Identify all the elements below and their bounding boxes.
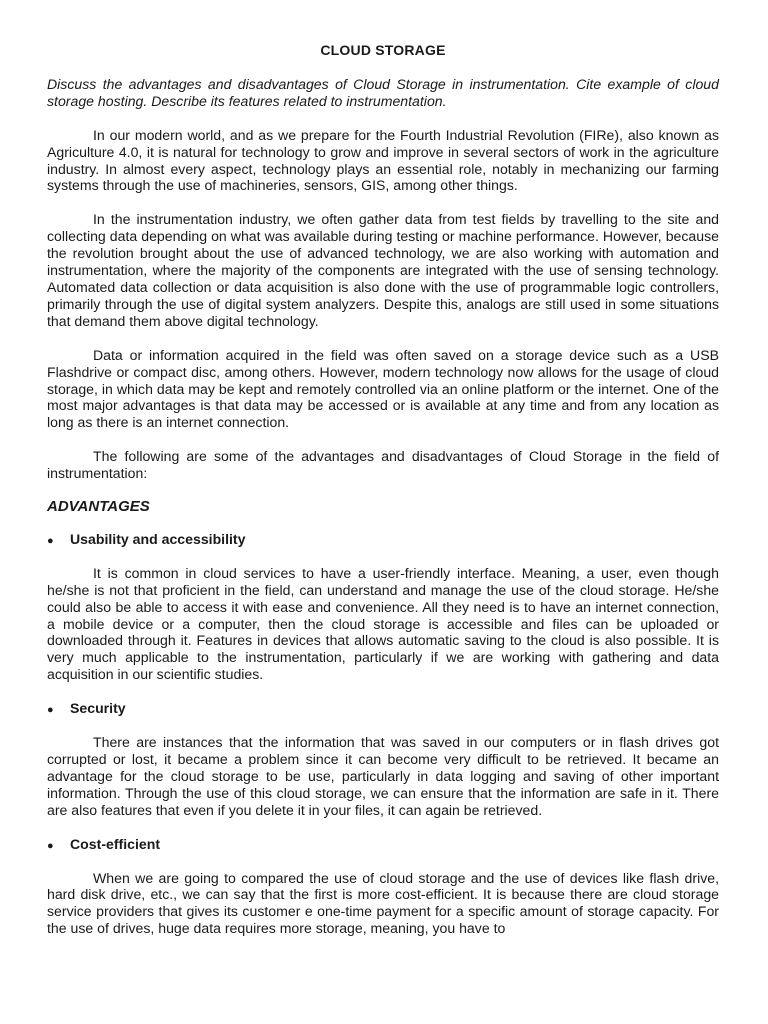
bullet-icon: ● xyxy=(47,704,54,717)
advantage-body-security: There are instances that the information that was saved in our computers or in flash drives got corrupted or lost, it became a problem since it can become very difficult to be retrieved. It became an advantage for the cloud storage to be use, particularly in data logging and saving of other important information. Through the use of this cloud storage, we can ensure that the information are safe in it. There are also features that even if you delete it in your files, it can again be retrieved. xyxy=(47,734,719,818)
advantage-heading-usability xyxy=(47,531,719,550)
assignment-prompt: Discuss the advantages and disadvantages of Cloud Storage in instrumentation. Cite example of cloud storage hosting. Describe its features related to instrumentation. xyxy=(47,75,719,109)
document-page xyxy=(47,42,719,937)
bullet-icon: ● xyxy=(47,534,54,547)
intro-paragraph-4: The following are some of the advantages and disadvantages of Cloud Storage in the field of instrumentation: xyxy=(47,448,719,482)
advantage-heading-text: Cost-efficient xyxy=(70,835,161,852)
advantage-body-usability: It is common in cloud services to have a user-friendly interface. Meaning, a user, even though he/she is not that proficient in the field, can understand and manage the use of the cloud storage. He/she could also be able to access it with ease and convenience. All they need is to have an internet connection, a mobile device or a computer, then the cloud storage is accessible and files can be uploaded or downloaded through it. Features in devices that allows automatic saving to the cloud is also possible. It is very much applicable to the instrumentation, particularly if we are working with gathering and data acquisition in our scientific studies. xyxy=(47,564,719,683)
intro-paragraph-2: In the instrumentation industry, we often gather data from test fields by travelling to the site and collecting data depending on what was available during testing or machine performance. However, because the revolution brought about the use of advanced technology, we are also working with automation and instrumentation, where the majority of the components are integrated with the use of sensing technology. Automated data collection or data acquisition is also done with the use of programmable logic controllers, primarily through the use of digital system analyzers. Despite this, analogs are still used in some situations that demand them above digital technology. xyxy=(47,211,719,329)
document-title: CLOUD STORAGE xyxy=(320,42,446,58)
advantage-heading-text: Security xyxy=(70,700,126,717)
advantages-heading: ADVANTAGES xyxy=(47,498,150,516)
advantage-heading-security xyxy=(47,700,719,719)
advantage-heading-cost-efficient xyxy=(47,836,719,855)
advantage-body-cost-efficient: When we are going to compared the use of cloud storage and the use of devices like flash drive, hard disk drive, etc., we can say that the first is more cost-efficient. It is because there are cloud storage service providers that gives its customer e one-time payment for a specific amount of storage capacity. For the use of drives, huge data requires more storage, meaning, you have to xyxy=(47,869,719,937)
bullet-icon: ● xyxy=(47,839,54,852)
intro-paragraph-1: In our modern world, and as we prepare for the Fourth Industrial Revolution (FIRe), also known as Agriculture 4.0, it is natural for technology to grow and improve in several sectors of work in the agriculture industry. In almost every aspect, technology plays an essential role, notably in mechanizing our farming systems through the use of machineries, sensors, GIS, among other things. xyxy=(47,126,719,194)
intro-paragraph-3: Data or information acquired in the field was often saved on a storage device such as a USB Flashdrive or compact disc, among others. However, modern technology now allows for the usage of cloud storage, in which data may be kept and remotely controlled via an online platform or the internet. One of the most major advantages is that data may be accessed or is available at any time and from any location as long as there is an internet connection. xyxy=(47,346,719,431)
advantage-heading-text: Usability and accessibility xyxy=(70,530,246,547)
